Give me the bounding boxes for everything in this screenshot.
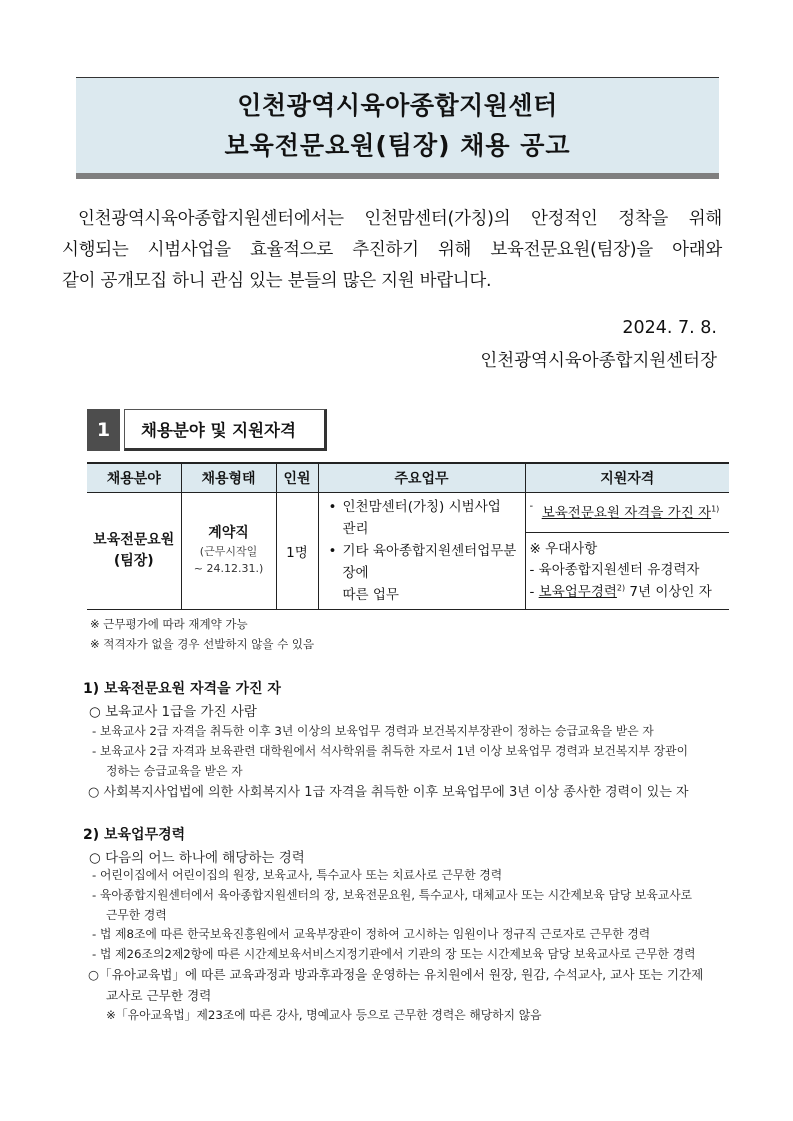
duty-text-a: 기타 육아종합지원센터업무분장에 bbox=[342, 542, 517, 581]
section-1-header bbox=[87, 409, 327, 451]
cell-field bbox=[87, 492, 181, 610]
footnote-line: ○ 사회복지사업법에 의한 사회복지사 1급 자격을 취득한 이후 보육업무에 3년 이상 종사한 경력이 있는 자 bbox=[88, 785, 689, 800]
pref-rest: 7년 이상인 자 bbox=[625, 583, 712, 600]
pref-footnote-ref: 2) bbox=[616, 583, 626, 592]
table-header-row bbox=[87, 463, 729, 492]
pref-item bbox=[530, 582, 726, 604]
cell-type bbox=[181, 492, 276, 610]
field-name: 보육전문요원 bbox=[93, 531, 175, 548]
footnote-line: ○ 다음의 어느 하나에 해당하는 경력 bbox=[89, 850, 305, 866]
employment-period-2: ~ 24.12.31.) bbox=[193, 562, 264, 576]
intro-line-2: 시행되는 시범사업을 효율적으로 추진하기 위해 보육전문요원(팀장)을 아래와 bbox=[62, 240, 722, 260]
header-type: 채용형태 bbox=[181, 463, 276, 492]
employment-type: 계약직 bbox=[208, 525, 249, 542]
cell-headcount: 1명 bbox=[276, 492, 318, 610]
intro-line-3: 같이 공개모집 하니 관심 있는 분들의 많은 지원 바랍니다. bbox=[62, 271, 492, 291]
cell-qualifications bbox=[525, 492, 729, 610]
footnote-line: 근무한 경력 bbox=[106, 908, 167, 922]
footnote-line: 정하는 승급교육을 받은 자 bbox=[106, 764, 243, 778]
footnote-1-heading: 1) 보육전문요원 자격을 가진 자 bbox=[83, 681, 281, 697]
qual-text: 보육전문요원 자격을 가진 자 bbox=[541, 504, 712, 521]
qual-dash: - bbox=[529, 500, 534, 512]
header-field: 채용분야 bbox=[87, 463, 181, 492]
footnote-line: ○ 보육교사 1급을 가진 사람 bbox=[89, 704, 257, 720]
footnote-line: 교사로 근무한 경력 bbox=[106, 988, 212, 1003]
duty-item bbox=[325, 540, 517, 606]
section-number: 1 bbox=[87, 409, 120, 451]
intro-paragraph bbox=[62, 204, 722, 297]
duty-text-b: 따른 업무 bbox=[342, 586, 399, 603]
table-notes bbox=[90, 614, 314, 654]
pref-dash: - bbox=[529, 583, 539, 600]
pref-ul-text: 보육업무경력 bbox=[538, 583, 617, 600]
footnote-line: - 보육교사 2급 자격을 취득한 이후 3년 이상의 보육업무 경력과 보건복지부장관이 정하는 승급교육을 받은 자 bbox=[92, 724, 654, 738]
recruitment-table bbox=[87, 462, 729, 610]
header-duties: 주요업무 bbox=[318, 463, 525, 492]
footnote-line: - 법 제8조에 따른 한국보육진흥원에서 교육부장관이 정하여 고시하는 임원이나 정규직 근로자로 근무한 경력 bbox=[92, 927, 651, 941]
footnote-line: - 어린이집에서 어린이집의 원장, 보육교사, 특수교사 또는 치료사로 근무한 경력 bbox=[92, 868, 503, 882]
footnote-2-heading: 2) 보육업무경력 bbox=[83, 827, 186, 843]
note-item: ※ 적격자가 없을 경우 선발하지 않을 수 있음 bbox=[90, 637, 315, 651]
qual-footnote-ref: 1) bbox=[711, 504, 720, 513]
footnote-line: - 보육교사 2급 자격과 보육관련 대학원에서 석사학위를 취득한 자로서 1년 이상 보육업무 경력과 보건복지부 장관이 bbox=[92, 744, 688, 758]
qualification-main bbox=[526, 493, 730, 533]
header-headcount: 인원 bbox=[276, 463, 318, 492]
preferences bbox=[526, 533, 730, 610]
section-title: 채용분야 및 지원자격 bbox=[124, 409, 327, 451]
title-banner bbox=[76, 77, 719, 179]
title-line-2: 보육전문요원(팀장) 채용 공고 bbox=[224, 131, 571, 160]
footnote-line: - 육아종합지원센터에서 육아종합지원센터의 장, 보육전문요원, 특수교사, 대체교사 또는 시간제보육 담당 보육교사로 bbox=[92, 888, 693, 902]
header-qualifications: 지원자격 bbox=[525, 463, 729, 492]
note-item: ※ 근무평가에 따라 재계약 가능 bbox=[90, 617, 248, 631]
pref-item: - 육아종합지원센터 유경력자 bbox=[529, 562, 700, 578]
intro-line-1: 인천광역시육아종합지원센터에서는 인천맘센터(가칭)의 안정적인 정착을 위해 bbox=[78, 209, 722, 229]
field-role: (팀장) bbox=[113, 552, 154, 569]
title-line-1: 인천광역시육아종합지원센터 bbox=[237, 91, 558, 120]
signer: 인천광역시육아종합지원센터장 bbox=[480, 351, 717, 371]
pref-title: ※ 우대사항 bbox=[529, 540, 598, 557]
footnote-line: ※「유아교육법」제23조에 따른 강사, 명예교사 등으로 근무한 경력은 해당하지 않음 bbox=[106, 1008, 542, 1022]
duty-item: • 인천맘센터(가칭) 시범사업 관리 bbox=[325, 496, 517, 540]
table-row bbox=[87, 492, 729, 610]
employment-period-1: (근무시작일 bbox=[199, 545, 258, 559]
cell-duties bbox=[318, 492, 525, 610]
footnote-line: ○「유아교육법」에 따른 교육과정과 방과후과정을 운영하는 유치원에서 원장, 원감, 수석교사, 교사 또는 기간제 bbox=[88, 967, 704, 982]
footnote-line: - 법 제26조의2제2항에 따른 시간제보육서비스지정기관에서 기관의 장 또는 시간제보육 담당 보육교사로 근무한 경력 bbox=[92, 947, 696, 961]
announcement-date: 2024. 7. 8. bbox=[622, 318, 717, 338]
